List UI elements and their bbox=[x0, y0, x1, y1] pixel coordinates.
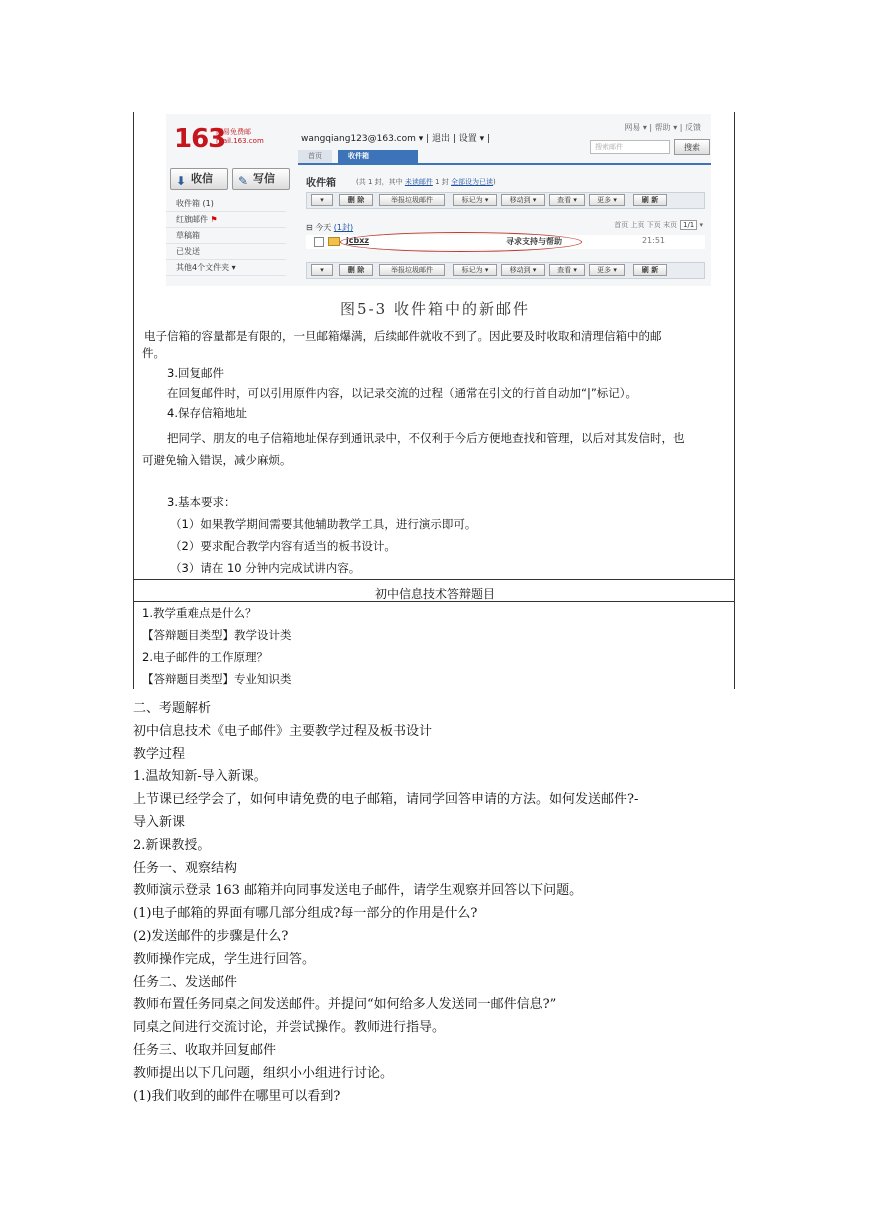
move-to-button: 移动到 ▾ bbox=[501, 264, 545, 276]
search-input: 搜索邮件 bbox=[590, 140, 670, 154]
mail-toolbar-bottom bbox=[306, 262, 705, 279]
body-line: (1)电子邮箱的界面有哪几部分组成?每一部分的作用是什么? bbox=[133, 906, 478, 922]
mark-as-button: 标记为 ▾ bbox=[453, 194, 497, 206]
move-to-button: 移动到 ▾ bbox=[501, 194, 545, 206]
body-line: 任务二、发送邮件 bbox=[133, 974, 238, 990]
body-line: 导入新课 bbox=[133, 814, 186, 830]
heading-save-address: 4.保存信箱地址 bbox=[167, 406, 247, 420]
today-group: ⊟ 今天 (1封) bbox=[306, 223, 354, 232]
tab-home: 首页 bbox=[298, 150, 332, 163]
inbox-title: 收件箱 bbox=[306, 178, 336, 189]
heading-reply: 3.回复邮件 bbox=[167, 366, 224, 380]
question-1-type: 【答辩题目类型】教学设计类 bbox=[142, 628, 292, 642]
download-icon: ⬇ bbox=[176, 174, 187, 188]
question-1: 1.教学重难点是什么？ bbox=[142, 606, 257, 620]
mark-as-button: 标记为 ▾ bbox=[453, 264, 497, 276]
flag-icon: ⚑ bbox=[210, 215, 218, 224]
sidebar-item-drafts: 草稿箱 bbox=[166, 228, 286, 244]
logo-text: 网易免费邮 mail.163.com bbox=[216, 128, 264, 145]
more-button: 更多 ▾ bbox=[589, 264, 625, 276]
para-save-line2: 可避免输入错误，减少麻烦。 bbox=[142, 453, 292, 467]
envelope-icon bbox=[328, 237, 340, 246]
subheading: 教学过程 bbox=[133, 746, 186, 762]
logo-163: 163 bbox=[174, 124, 226, 154]
delete-button: 删 除 bbox=[339, 194, 373, 206]
mail-row bbox=[306, 235, 705, 249]
pencil-icon: ✎ bbox=[238, 174, 249, 188]
body-line: 上节课已经学会了，如何申请免费的电子邮箱，请同学回答申请的方法。如何发送邮件?- bbox=[133, 792, 639, 808]
inbox-summary: (共 1 封，其中 未读邮件 1 封 全部设为已读) bbox=[356, 178, 496, 186]
account-bar: wangqiang123@163.com ▾ | 退出 | 设置 ▾ | bbox=[301, 134, 491, 144]
refresh-button: 刷 新 bbox=[633, 194, 667, 206]
para-capacity-line1: 电子信箱的容量都是有限的，一旦邮箱爆满，后续邮件就收不到了。因此要及时收取和清理信箱中的邮 bbox=[144, 329, 662, 343]
section-title: 初中信息技术答辩题目 bbox=[374, 587, 495, 601]
top-links: 网易 ▾ | 帮助 ▾ | 反馈 bbox=[624, 123, 701, 132]
body-line: 任务三、收取并回复邮件 bbox=[133, 1042, 277, 1058]
sidebar-item-other: 其他4个文件夹 ▾ bbox=[166, 260, 286, 276]
page-select: 1/1 bbox=[680, 220, 697, 230]
lesson-title: 初中信息技术《电子邮件》主要教学过程及板书设计 bbox=[133, 723, 433, 739]
delete-button: 删 除 bbox=[339, 264, 373, 276]
compose-button: ✎ 写信 bbox=[232, 168, 290, 190]
row-divider bbox=[134, 601, 734, 602]
receive-button: ⬇ 收信 bbox=[170, 168, 228, 190]
mail-subject: 寻求支持与帮助 bbox=[506, 237, 562, 246]
requirement-1: （1）如果教学期间需要其他辅助教学工具，进行演示即可。 bbox=[170, 517, 477, 531]
body-line: 教师操作完成，学生进行回答。 bbox=[133, 951, 316, 967]
mail-toolbar-top bbox=[306, 192, 705, 209]
select-dropdown: ▾ bbox=[311, 264, 333, 276]
requirement-3: （3）请在 10 分钟内完成试讲内容。 bbox=[170, 561, 361, 575]
mail-screenshot bbox=[166, 114, 711, 286]
sidebar-item-sent: 已发送 bbox=[166, 244, 286, 260]
para-save-line1: 把同学、朋友的电子信箱地址保存到通讯录中，不仅利于今后方便地查找和管理，以后对其发信时，也 bbox=[167, 431, 685, 445]
body-line: 教师布置任务同桌之间发送邮件。并提问“如何给多人发送同一邮件信息?” bbox=[133, 997, 557, 1013]
question-2: 2.电子邮件的工作原理？ bbox=[142, 650, 268, 664]
report-spam-button: 举报垃圾邮件 bbox=[379, 264, 445, 276]
select-dropdown: ▾ bbox=[311, 194, 333, 206]
analysis-section bbox=[133, 698, 733, 1108]
mail-sender: jcbxz bbox=[346, 236, 370, 245]
pager: 首页 上页 下页 末页 1/1 ▾ bbox=[614, 221, 703, 229]
row-checkbox bbox=[314, 237, 324, 247]
body-line: (1)我们收到的邮件在哪里可以看到? bbox=[133, 1088, 341, 1104]
exam-table bbox=[133, 112, 735, 689]
row-divider bbox=[134, 579, 734, 580]
body-line: 教师提出以下几问题，组织小小组进行讨论。 bbox=[133, 1065, 394, 1081]
report-spam-button: 举报垃圾邮件 bbox=[379, 194, 445, 206]
para-reply: 在回复邮件时，可以引用原件内容，以记录交流的过程（通常在引文的行首自动加“|”标记）。 bbox=[167, 386, 638, 400]
figure-caption: 图5-3 收件箱中的新邮件 bbox=[340, 300, 530, 318]
more-button: 更多 ▾ bbox=[589, 194, 625, 206]
mail-time: 21:51 bbox=[641, 236, 665, 245]
body-line: 教师演示登录 163 邮箱并向同事发送电子邮件，请学生观察并回答以下问题。 bbox=[133, 883, 583, 899]
body-line: (2)发送邮件的步骤是什么? bbox=[133, 928, 289, 944]
para-capacity-line2: 件。 bbox=[142, 346, 165, 360]
view-button: 查看 ▾ bbox=[549, 264, 585, 276]
sidebar-item-inbox: 收件箱 (1) bbox=[166, 196, 286, 212]
body-line: 2.新课教授。 bbox=[133, 837, 211, 853]
requirements-title: 3.基本要求： bbox=[167, 495, 236, 509]
sidebar-item-flagged: 红旗邮件 ⚑ bbox=[166, 212, 286, 228]
body-line: 任务一、观察结构 bbox=[133, 860, 238, 876]
question-2-type: 【答辩题目类型】专业知识类 bbox=[142, 672, 292, 686]
tab-inbox: 收件箱 bbox=[338, 150, 418, 163]
view-button: 查看 ▾ bbox=[549, 194, 585, 206]
mail-sidebar bbox=[166, 196, 286, 276]
requirement-2: （2）要求配合教学内容有适当的板书设计。 bbox=[170, 539, 396, 553]
body-line: 1.温故知新-导入新课。 bbox=[133, 769, 267, 785]
tab-strip bbox=[298, 163, 711, 165]
section-heading: 二、考题解析 bbox=[133, 701, 212, 716]
body-line: 同桌之间进行交流讨论，并尝试操作。教师进行指导。 bbox=[133, 1020, 446, 1036]
search-button: 搜索 bbox=[674, 139, 710, 155]
refresh-button: 刷 新 bbox=[633, 264, 667, 276]
